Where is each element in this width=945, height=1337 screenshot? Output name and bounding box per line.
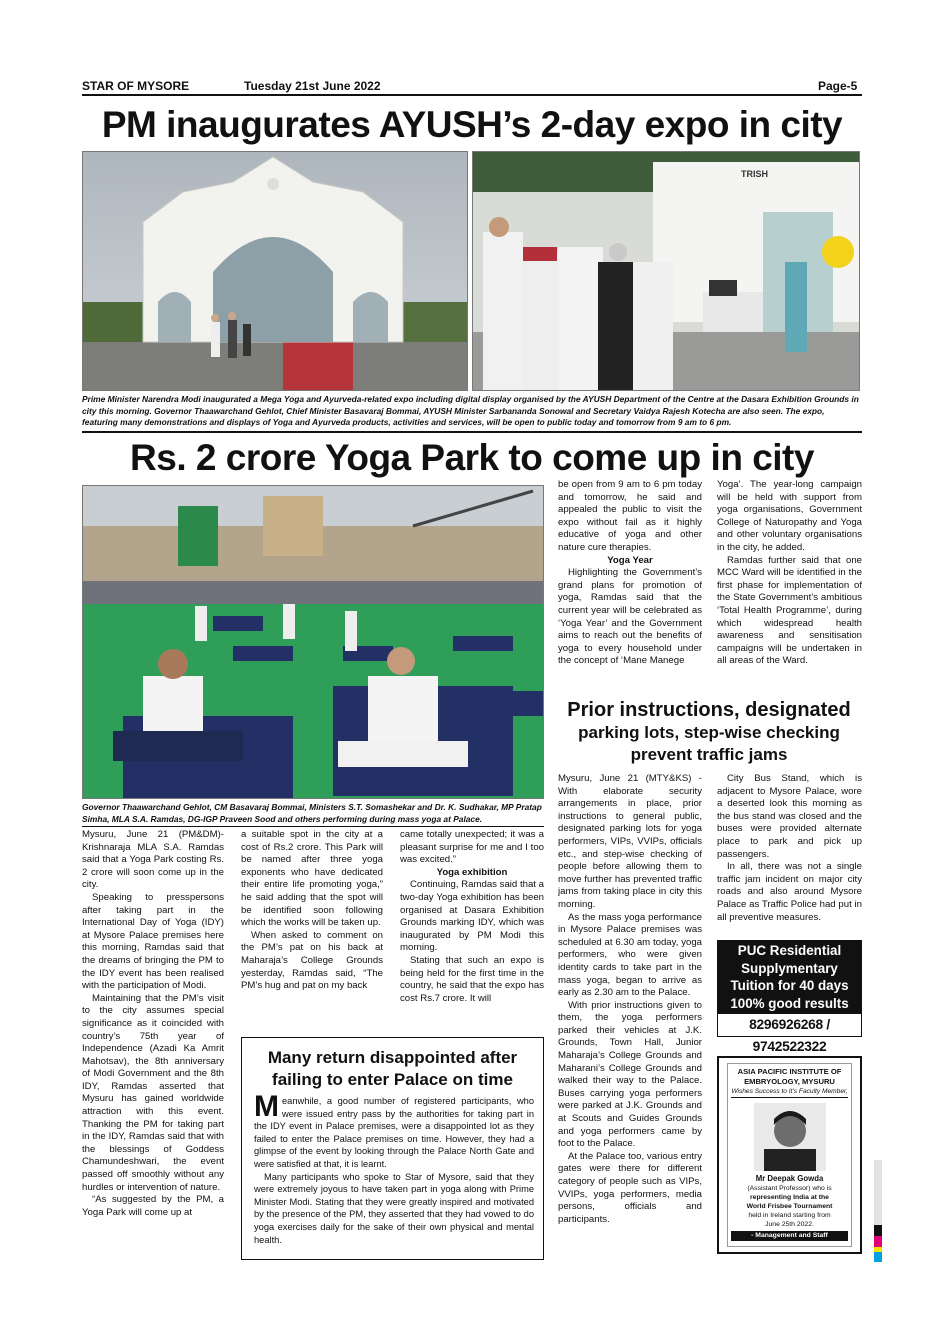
page-number: Page-5	[818, 79, 858, 93]
yoga-park-column-4	[558, 479, 702, 689]
subhead-yoga-year: Yoga Year	[607, 554, 653, 566]
ad-person-name: Mr Deepak Gowda	[755, 1174, 824, 1183]
paragraph: came totally unexpected; it was a pleasant surprise for me and I too was excited.”	[400, 829, 544, 866]
ad-puc-tuition	[717, 940, 862, 1054]
paper-name: STAR OF MYSORE	[82, 79, 190, 93]
box-headline-line-1: Many return disappointed after	[267, 1048, 518, 1067]
paragraph: Mysuru, June 21 (MTY&KS) - With elaborate security arrangements in place, prior instructions to general public, designated parking lots for yoga performers, VIPs, VVIPs, officials etc., and step-wise checking of people before allowing them to move further has prevented traffic jams from taking place in city this morning.	[558, 773, 702, 910]
masthead-rule	[82, 94, 862, 96]
paragraph: a suitable spot in the city at a cost of Rs.2 crore. This Park will be named after three yoga exponents who have dedicated their entire life promoting yoga,” he said adding that the spot will be identified soon following which the works will be taken up.	[241, 829, 383, 929]
issue-date: Tuesday 21st June 2022	[244, 79, 381, 93]
register-grey	[874, 1160, 882, 1225]
ad-line: June 25th 2022.	[765, 1221, 814, 1228]
caption-rule	[82, 826, 544, 827]
paragraph: City Bus Stand, which is adjacent to Mysore Palace, wore a deserted look this morning as the bus stand was closed and the buses were provided alternate place to park and pick up passengers.	[717, 773, 862, 860]
caption-mass-yoga: Governor Thaawarchand Gehlot, CM Basavaraj Bommai, Ministers S.T. Somashekar and Dr. K. Sudhakar, MP Pratap Simha, MLA S.A. Ramdas, DG-IGP Praveen Sood and others performing during mass yoga at Palace.	[82, 802, 542, 824]
headline-traffic-line-2: parking lots, step-wise checking	[578, 723, 840, 742]
ad-footer: - Management and Staff	[731, 1231, 848, 1241]
paragraph: When asked to comment on the PM’s pat on his back at Maharaja’s College Grounds yesterday, Ramdas said, “The PM’s hug and pat on my back	[241, 929, 383, 992]
paragraph: eanwhile, a good number of registered participants, who were issued entry pass by the authorities for taking part in the IDY event in Palace premises, were a disappointed lot as they failed to enter the Palace premises on time. However, they had a glimpse of the event by looking through the Palace North Gate and were satisfied at that, it is learnt.	[254, 1096, 534, 1169]
paragraph: “As suggested by the PM, a Yoga Park will come up at	[82, 1194, 224, 1218]
yoga-park-column-5	[717, 479, 862, 689]
paragraph: Mysuru, June 21 (PM&DM)- Krishnaraja MLA S.A. Ramdas said that a Yoga Park costing Rs. 2 crore will soon come up in the city.	[82, 829, 224, 891]
paragraph: With prior instructions given to them, the yoga performers parked their vehicles at J.K. Grounds, Town Hall, Junior Maharaja’s College Grounds and Maharani’s College Grounds and walked their way to the Palace. Buses carrying yoga performers were parked at J.K. Grounds and at Scouts and Guides Grounds and yoga performers came by foot to the Palace.	[558, 999, 702, 1150]
headline-traffic-line-1: Prior instructions, designated	[567, 699, 851, 721]
paragraph: Highlighting the Government’s grand plans for promotion of yoga, Ramdas said that the current year will be celebrated as ‘Yoga Year’ and the Government aims to reach out the benefits of yoga to every household under the concept of ‘Mane Manege	[558, 567, 702, 667]
register-magenta	[874, 1236, 882, 1247]
boxed-story	[241, 1037, 544, 1260]
photo-palace-gate	[82, 151, 468, 391]
portrait-photo	[754, 1103, 826, 1171]
paragraph: Speaking to presspersons after taking part in the International Day of Yoga (IDY) at Mysore Palace premises here this morning, Ramdas said that the dreams of bringing the PM to the IDY event has been realised with the participation of Modi.	[82, 891, 224, 992]
yoga-park-column-2	[241, 829, 383, 1029]
ad-line: 100% good results	[730, 995, 849, 1011]
yoga-park-column-3	[400, 829, 544, 1029]
drop-cap: M	[254, 1095, 279, 1123]
ad-phone-numbers: 8296926268 / 9742522322	[717, 1013, 862, 1037]
paragraph: Many participants who spoke to Star of Mysore, said that they were extremely joyous to have taken part in yoga along with Prime Minister Modi. Stating that they were greatly inspired and motivated by the presence of the PM, they asserted that they had vowed to do yoga exercises daily for the sake of their own physical and mental health.	[254, 1171, 534, 1245]
paragraph: As the mass yoga performance in Mysore Palace premises was scheduled at 6.30 am today, yoga performers, who were given identity cards to take part in the mass yoga, began to arrive as early as 2.30 am to the Palace.	[558, 911, 702, 999]
paragraph: Continuing, Ramdas said that a two-day Yoga exhibition has been organised at Dasara Exhibition Grounds marking IDY, which was inaugurated by PM Modi this morning.	[400, 879, 544, 954]
paragraph: Stating that such an expo is being held for the first time in the country, he said that the expo has cost Rs.7 crore. It will	[400, 954, 544, 1004]
headline-ayush-expo: PM inaugurates AYUSH’s 2-day expo in city	[101, 104, 843, 145]
ad-inner-frame	[727, 1063, 852, 1247]
paragraph: Yoga’. The year-long campaign will be held with support from yoga organisations, Government College of Naturopathy and Yoga and other voluntary organisations in the city, he added.	[717, 479, 862, 553]
caption-expo: Prime Minister Narendra Modi inaugurated a Mega Yoga and Ayurveda-related expo including digital display organised by the AYUSH Department of the Centre at the Dasara Exhibition Grounds in city this morning. Governor Thaawarchand Gehlot, Chief Minister Basavaraj Bommai, AYUSH Minister Sarbananda Sonowal and Secretary Vaidya Rajesh Kotecha are also seen. The expo, featuring many demonstrations and displays of Yoga and Ayurveda products, activities and services, will be open to public today and tomorrow from 9 am to 6 pm.	[82, 394, 859, 427]
stall-sign: TRISH	[741, 169, 768, 179]
register-cyan	[874, 1252, 882, 1262]
paragraph: In all, there was not a single traffic jam incident on major city roads and also around Mysore Palace as Traffic Police had put in all preventive measures.	[717, 861, 862, 923]
photo-expo-stall	[472, 151, 860, 391]
photo-mass-yoga	[82, 485, 544, 799]
ad-asia-pacific	[717, 1056, 862, 1254]
ad-line: Supplymentary	[741, 960, 838, 976]
ad-line: World Frisbee Tournament	[746, 1203, 833, 1210]
ad-line: representing India at the	[750, 1194, 829, 1201]
box-headline-line-2: failing to enter Palace on time	[272, 1070, 513, 1089]
traffic-column-2	[717, 773, 862, 933]
register-black	[874, 1225, 882, 1236]
ad-line: (Assistant Professor) who is	[747, 1185, 832, 1192]
paragraph: Maintaining that the PM’s visit to the city assumes special significance as it coincided with country’s 75th year of Independence (Azadi Ka Amrit Mahotsav), the 8th anniversary of Modi Government and the 8th IDY, Ramdas asserted that Mysuru has gained worldwide attraction with this event. Thanking the PM for taking part in the IDY, Ramdas said that with the blessings of Goddess Chamundeshwari, the event passed off smoothly without any hurdles or intervention of nature.	[82, 992, 224, 1193]
ad-line: Tuition for 40 days	[730, 978, 849, 993]
ad-institute-name: ASIA PACIFIC INSTITUTE OF EMBRYOLOGY, MYSURU	[737, 1067, 842, 1086]
traffic-column-1	[558, 773, 702, 1265]
headline-traffic-line-3: prevent traffic jams	[630, 745, 788, 764]
box-body	[254, 1095, 534, 1255]
paragraph: be open from 9 am to 6 pm today and tomorrow, he said and appealed the public to visit the expo without fail as it highly educative of yoga and other nature cure therapies.	[558, 479, 702, 553]
ad-wish-line: Wishes Success to It’s Faculty Member,	[731, 1087, 848, 1098]
yoga-park-column-1	[82, 829, 224, 1267]
subhead-yoga-exhibition: Yoga exhibition	[436, 866, 508, 878]
paragraph: Ramdas further said that one MCC Ward will be identified in the first phase for implementation of the State Government’s ambitious ‘Total Health Programme’, during which widespread health awareness and sensitisation campaigns will be undertaken in all areas of the Ward.	[717, 554, 862, 667]
ad-line: held in Ireland starting from	[748, 1212, 831, 1219]
story-divider	[82, 431, 862, 433]
ad-line: PUC Residential	[737, 943, 842, 958]
headline-yoga-park: Rs. 2 crore Yoga Park to come up in city	[130, 437, 814, 478]
paragraph: At the Palace too, various entry gates were there for different category of people such as VIPs, VVIPs, yoga performers, media persons, officials and participants.	[558, 1150, 702, 1225]
